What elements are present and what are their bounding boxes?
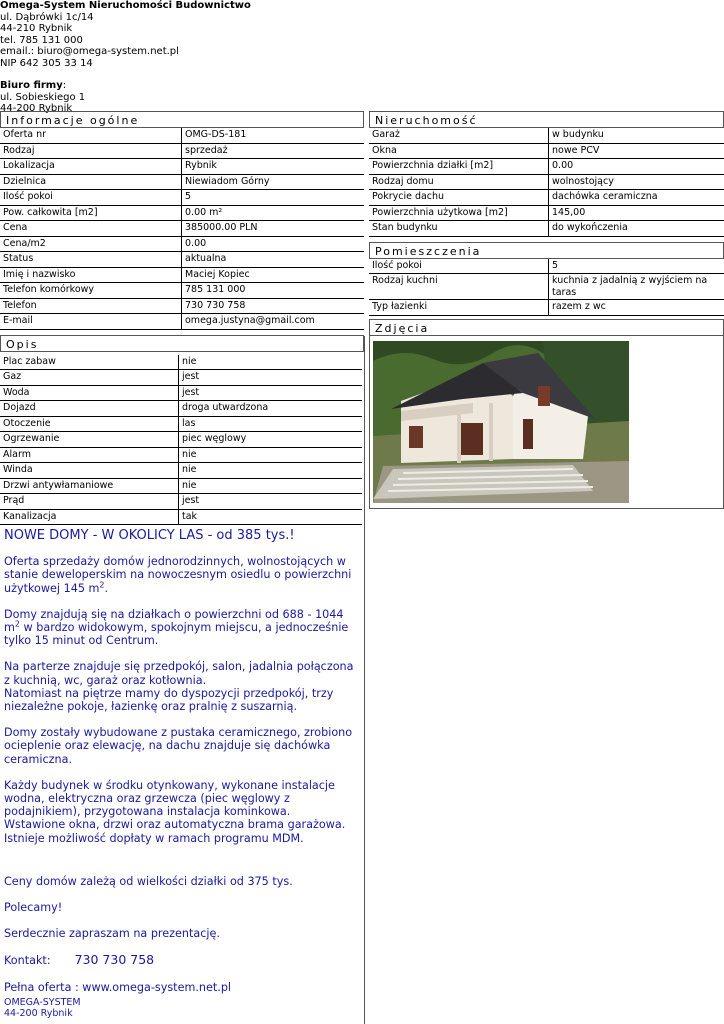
left-column [0, 111, 364, 1007]
general-value: 730 730 758 [181, 299, 364, 315]
description-label: Kanalizacja [0, 510, 178, 526]
general-table [0, 128, 364, 330]
property-label: Garaż [369, 128, 548, 144]
property-row [369, 190, 724, 206]
footer-city: 44-200 Rybnik [4, 1008, 73, 1019]
description-headline: NOWE DOMY - W OKOLICY LAS - od 385 tys.! [4, 528, 295, 543]
property-label: Stan budynku [369, 221, 548, 237]
general-row [0, 190, 364, 206]
general-label: Dzielnica [0, 175, 181, 191]
description-value: droga utwardzona [178, 401, 362, 417]
general-row [0, 283, 364, 299]
description-row [0, 417, 362, 433]
description-value: las [178, 417, 362, 433]
property-value: 0.00 [548, 159, 724, 175]
rooms-row [369, 300, 724, 316]
description-row [0, 401, 362, 417]
general-label: Imię i nazwisko [0, 268, 181, 284]
description-label: Ogrzewanie [0, 432, 178, 448]
description-value: jest [178, 370, 362, 386]
property-value: do wykończenia [548, 221, 724, 237]
description-p1: Oferta sprzedaży domów jednorodzinnych, wolnostojących w stanie deweloperskim na nowoczesnym osiedlu o powierzchni użytkowej 145 $m^2$. [4, 555, 352, 595]
property-row [369, 175, 724, 191]
property-row [369, 159, 724, 175]
description-value: jest [178, 386, 362, 402]
description-row [0, 448, 362, 464]
property-value: wolnostojący [548, 175, 724, 191]
general-value: aktualna [181, 252, 364, 268]
general-row [0, 128, 364, 144]
property-label: Powierzchnia działki [m2] [369, 159, 548, 175]
property-value: nowe PCV [548, 144, 724, 160]
general-label: Pow. całkowita [m2] [0, 206, 181, 222]
rooms-value: 5 [548, 259, 724, 275]
property-label: Okna [369, 144, 548, 160]
general-label: Oferta nr [0, 128, 181, 144]
company-email: email.: biuro@omega-system.net.pl [0, 46, 179, 57]
full-offer-link[interactable]: Pełna oferta : www.omega-system.net.pl [4, 980, 232, 994]
description-section-title: Opis [0, 335, 364, 352]
general-value: Niewiadom Górny [181, 175, 364, 191]
description-row [0, 479, 362, 495]
description-label: Prąd [0, 494, 178, 510]
description-value: nie [178, 479, 362, 495]
general-label: Cena [0, 221, 181, 237]
company-nip: NIP 642 305 33 14 [0, 57, 93, 69]
general-row [0, 252, 364, 268]
rooms-row [369, 274, 724, 300]
description-p3: Na parterze znajduje się przedpokój, salon, jadalnia połączona z kuchnią, wc, garaż oraz kotłownia. Natomiast na piętrze mamy do dyspozycji przedpokój, trzy niezależne pokoje, łazienkę oraz pralnię z suszarnią. [4, 660, 354, 714]
general-value: sprzedaż [181, 144, 364, 160]
company-city: 44-210 Rybnik [0, 23, 73, 34]
description-label: Winda [0, 463, 178, 479]
rooms-value: razem z wc [548, 300, 724, 316]
general-label: Rodzaj [0, 144, 181, 160]
general-label: Telefon [0, 299, 181, 315]
office-label: Biuro firmy [0, 80, 63, 91]
description-value: nie [178, 463, 362, 479]
property-value: dachówka ceramiczna [548, 190, 724, 206]
description-row [0, 370, 362, 386]
rooms-section-title: Pomieszczenia [369, 242, 724, 259]
photos-box [369, 336, 724, 509]
property-label: Pokrycie dachu [369, 190, 548, 206]
general-value: 0.00 [181, 237, 364, 253]
property-label: Powierzchnia użytkowa [m2] [369, 206, 548, 222]
description-row [0, 510, 362, 526]
property-section-title: Nieruchomość [369, 111, 724, 128]
general-label: Telefon komórkowy [0, 283, 181, 299]
description-row [0, 355, 362, 371]
property-row [369, 128, 724, 144]
company-header [0, 0, 400, 115]
description-row [0, 386, 362, 402]
company-name: Omega-System Nieruchomości Budownictwo [0, 0, 251, 11]
property-row [369, 206, 724, 222]
rooms-row [369, 259, 724, 275]
contact-phone: 730 730 758 [74, 952, 155, 968]
description-value: piec węglowy [178, 432, 362, 448]
property-row [369, 144, 724, 160]
description-label: Dojazd [0, 401, 178, 417]
property-row [369, 221, 724, 237]
property-table [369, 128, 724, 237]
left-column-border [364, 336, 365, 1024]
property-label: Rodzaj domu [369, 175, 548, 191]
general-value: OMG-DS-181 [181, 128, 364, 144]
rooms-label: Typ łazienki [369, 300, 548, 316]
general-value: 0.00 m² [181, 206, 364, 222]
general-row [0, 144, 364, 160]
description-value: nie [178, 355, 362, 371]
description-label: Otoczenie [0, 417, 178, 433]
description-text [0, 525, 364, 994]
general-label: Cena/m2 [0, 237, 181, 253]
office-street: ul. Sobieskiego 1 [0, 91, 86, 103]
general-row [0, 175, 364, 191]
rooms-label: Rodzaj kuchni [369, 274, 548, 300]
office-label-line: Biuro firmy: [0, 80, 67, 91]
description-value: jest [178, 494, 362, 510]
description-p4: Domy zostały wybudowane z pustaka ceramicznego, zrobiono ocieplenie oraz elewację, na dachu znajduje się dachówka ceramiczna. [4, 726, 353, 766]
rooms-label: Ilość pokoi [369, 259, 548, 275]
general-value: 5 [181, 190, 364, 206]
contact-label: Kontakt: [4, 954, 51, 968]
general-section-title: Informacje ogólne [0, 111, 364, 128]
description-p5: Każdy budynek w środku otynkowany, wykonane instalacje wodna, elektryczna oraz grzewcza (piec węglowy z podajnikiem), przygotowana instalacja kominkowa. Wstawione okna, drzwi oraz automatyczna brama garażowa. Istnieje możliwość dopłaty w ramach programu MDM. [4, 778, 346, 845]
description-row [0, 432, 362, 448]
description-p2: Domy znajdują się na działkach o powierzchni od 688 - 1044 $m^2$ w bardzo widokowym, spokojnym miejscu, a jednocześnie tylko 15 minut od Centrum. [4, 607, 349, 648]
general-row [0, 206, 364, 222]
description-row [0, 494, 362, 510]
description-label: Plac zabaw [0, 355, 178, 371]
general-value: omega.justyna@gmail.com [181, 314, 364, 330]
description-label: Drzwi antywłamaniowe [0, 479, 178, 495]
general-label: Status [0, 252, 181, 268]
description-label: Gaz [0, 370, 178, 386]
general-value: Rybnik [181, 159, 364, 175]
general-label: Ilość pokoi [0, 190, 181, 206]
rooms-table [369, 259, 724, 316]
right-column [369, 111, 724, 509]
company-street: ul. Dąbrówki 1c/14 [0, 11, 94, 23]
description-label: Woda [0, 386, 178, 402]
description-value: tak [178, 510, 362, 526]
general-value: Maciej Kopiec [181, 268, 364, 284]
contact-line [4, 953, 360, 967]
description-value: nie [178, 448, 362, 464]
general-row [0, 299, 364, 315]
description-table [0, 355, 362, 526]
house-photo[interactable] [373, 341, 629, 503]
general-row [0, 159, 364, 175]
photos-section-title: Zdjęcia [369, 319, 724, 336]
general-value: 385000.00 PLN [181, 221, 364, 237]
property-value: 145,00 [548, 206, 724, 222]
description-p8: Serdecznie zapraszam na prezentację. [4, 927, 220, 941]
description-p7: Polecamy! [4, 901, 63, 915]
footer [4, 997, 81, 1019]
footer-company: OMEGA-SYSTEM [4, 997, 81, 1008]
general-value: 785 131 000 [181, 283, 364, 299]
rooms-value: kuchnia z jadalnią z wyjściem na taras [548, 274, 724, 300]
company-phone: tel. 785 131 000 [0, 34, 83, 46]
office-city: 44-200 Rybnik [0, 103, 73, 114]
general-label: Lokalizacja [0, 159, 181, 175]
general-label: E-mail [0, 314, 181, 330]
general-row [0, 221, 364, 237]
description-row [0, 463, 362, 479]
property-value: w budynku [548, 128, 724, 144]
general-row [0, 314, 364, 330]
description-p6: Ceny domów zależą od wielkości działki od 375 tys. [4, 874, 293, 888]
general-row [0, 268, 364, 284]
description-label: Alarm [0, 448, 178, 464]
general-row [0, 237, 364, 253]
